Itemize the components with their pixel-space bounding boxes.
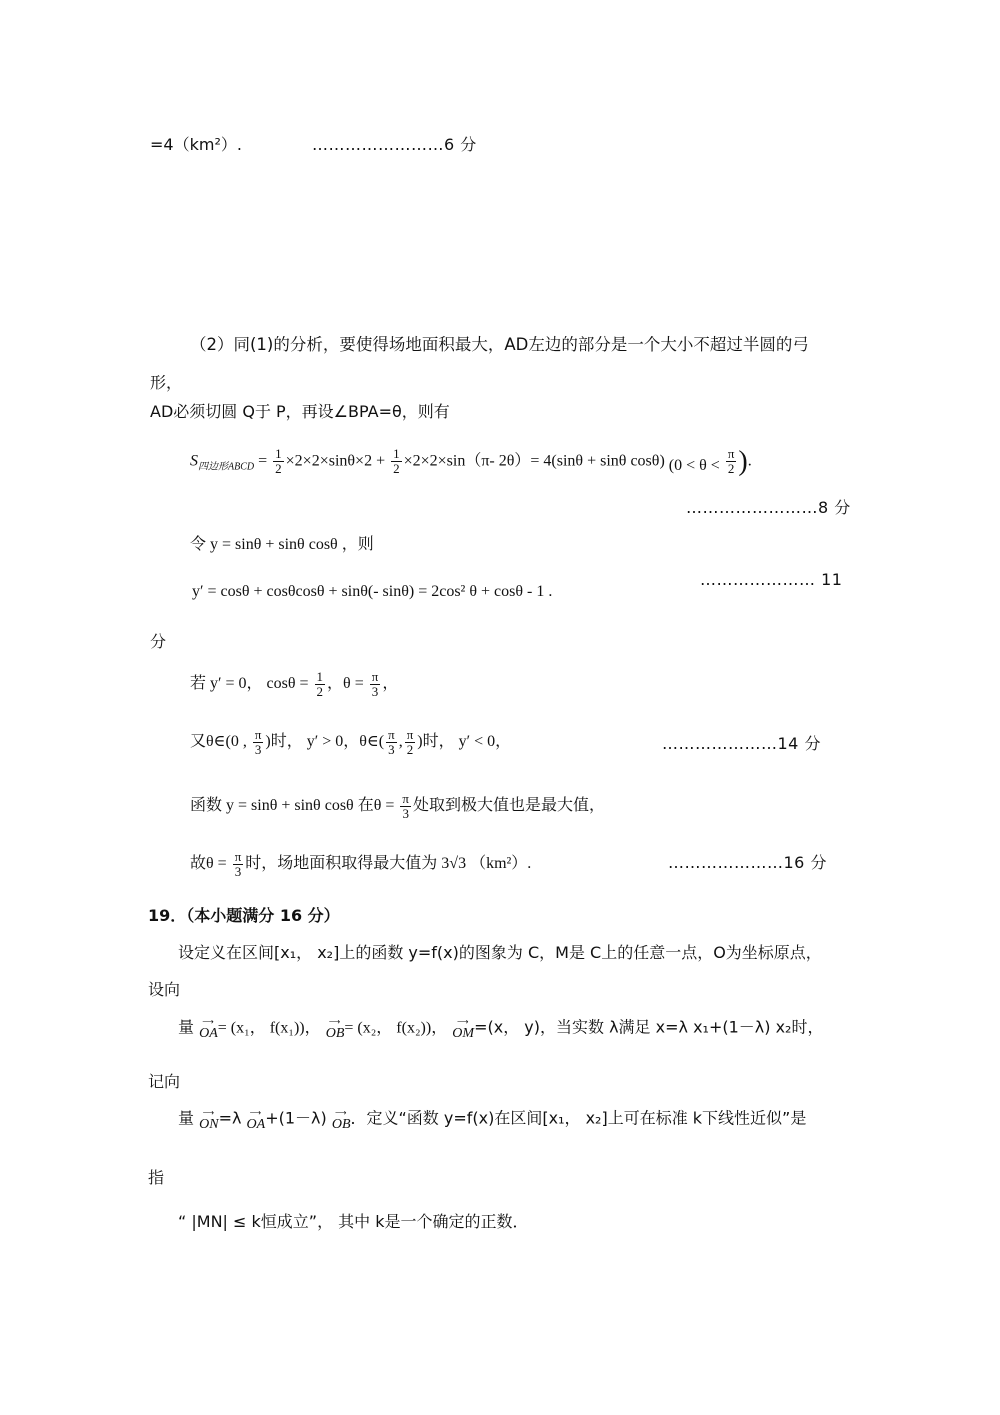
fraction-pi-3d: $\frac{\pi}{3}$ [402,791,409,821]
score-14: …………………14 分 [662,734,821,753]
vector-oa-2: ⟶ OA [246,1108,266,1132]
fraction-pi-2: $\frac{\pi}{2}$ [727,446,735,477]
area-formula: $S_{四边形ABCD}$ = $\frac{1}{2}$ ×2×2×sinθ×2 + $\frac{1}{2}$ ×2×2×sin（π- 2θ）= 4(sinθ + sinθ cosθ) (0 < θ < $\frac{\pi}{2}$ ). [190,446,752,477]
score-16: …………………16 分 [668,853,827,872]
area-rhs-1: ×2×2×sinθ×2 + [285,452,390,470]
part2-intro-cont: 形， [150,373,183,392]
fraction-pi-2b: $\frac{\pi}{2}$ [406,727,414,757]
fraction-pi-3c: $\frac{\pi}{3}$ [388,727,395,757]
equation-text: =4（km²）. [150,135,242,154]
equation-result [150,135,242,154]
conclusion: 故θ = $\frac{\pi}{3}$ 时，场地面积取得最大值为 3√3 （km²）. [190,849,532,879]
intervals: 又θ∈(0 , $\frac{\pi}{3}$ )时， y′ > 0，θ∈( $\frac{\pi}{3}$ , $\frac{\pi}{2}$ )时， y′ < 0， [190,727,512,757]
part2-intro: （2）同(1)的分析，要使得场地面积最大，AD左边的部分是一个大小不超过半圆的弓 [190,335,809,354]
vector-ob-2: ⟶ OB [331,1108,351,1132]
fraction-pi-3a: $\frac{\pi}{3}$ [371,669,379,699]
fraction-half-1: $\frac{1}{2}$ [275,446,282,477]
q19-line5-cont: 指 [148,1168,165,1187]
vector-on: ⟶ ON [199,1108,219,1132]
q19-heading: 19．（本小题满分 16 分） [148,906,340,925]
vector-ob: ⟶ OB [325,1017,345,1041]
fraction-pi-3e: $\frac{\pi}{3}$ [234,849,242,879]
q19-line4: 量 ⟶ ON=λ ⟶ OA+(1－λ) ⟶ OB．定义“函数 y=f(x)在区间[x₁， x₂]上可在标准 k下线性近似”是 [178,1108,807,1132]
score-11: ………………… 11 [700,570,843,589]
fraction-half-3: $\frac{1}{2}$ [316,669,324,699]
derivative: y′ = cosθ + cosθcosθ + sinθ(- sinθ) = 2cos² θ + cosθ - 1 . [192,583,553,600]
q19-line2: 量 ⟶ OA= (x₁， f(x₁))， ⟶ OB= (x₂， f(x₂))， ⟶ OM=(x， y)，当实数 λ满足 x=λ x₁+(1－λ) x₂时， [178,1017,824,1041]
vector-om: ⟶ OM [452,1017,475,1041]
let-y: 令 y = sinθ + sinθ cosθ ，则 [190,536,374,553]
function-max: 函数 y = sinθ + sinθ cosθ 在θ = $\frac{\pi}{3}$ 处取到极大值也是最大值， [190,791,605,821]
q19-line6: “ |MN| ≤ k恒成立”， 其中 k是一个确定的正数． [178,1212,529,1231]
area-symbol: S [190,452,198,470]
vector-oa: ⟶ OA [199,1017,218,1041]
fraction-pi-3b: $\frac{\pi}{3}$ [254,727,262,757]
fraction-half-2: $\frac{1}{2}$ [393,446,400,477]
area-condition: (0 < θ < [668,457,724,474]
if-zero: 若 y′ = 0， cosθ = $\frac{1}{2}$ ，θ = $\frac{\pi}{3}$ ， [190,669,399,699]
q19-line3-cont: 记向 [148,1072,181,1091]
area-subscript: 四边形ABCD [198,461,255,473]
score-11-unit: 分 [150,632,167,651]
q19-line1: 设定义在区间[x₁， x₂]上的函数 y=f(x)的图象为 C，M是 C上的任意一点，O为坐标原点， [178,943,822,962]
part2-tangent: AD必须切圆 Q于 P，再设∠BPA=θ，则有 [150,402,450,421]
q19-line1-cont: 设向 [148,980,181,999]
area-rhs-2: ×2×2×sin（π- 2θ）= 4(sinθ + sinθ cosθ) [403,452,665,470]
score-6: ……………………6 分 [312,135,477,154]
score-8: ……………………8 分 [686,498,851,517]
